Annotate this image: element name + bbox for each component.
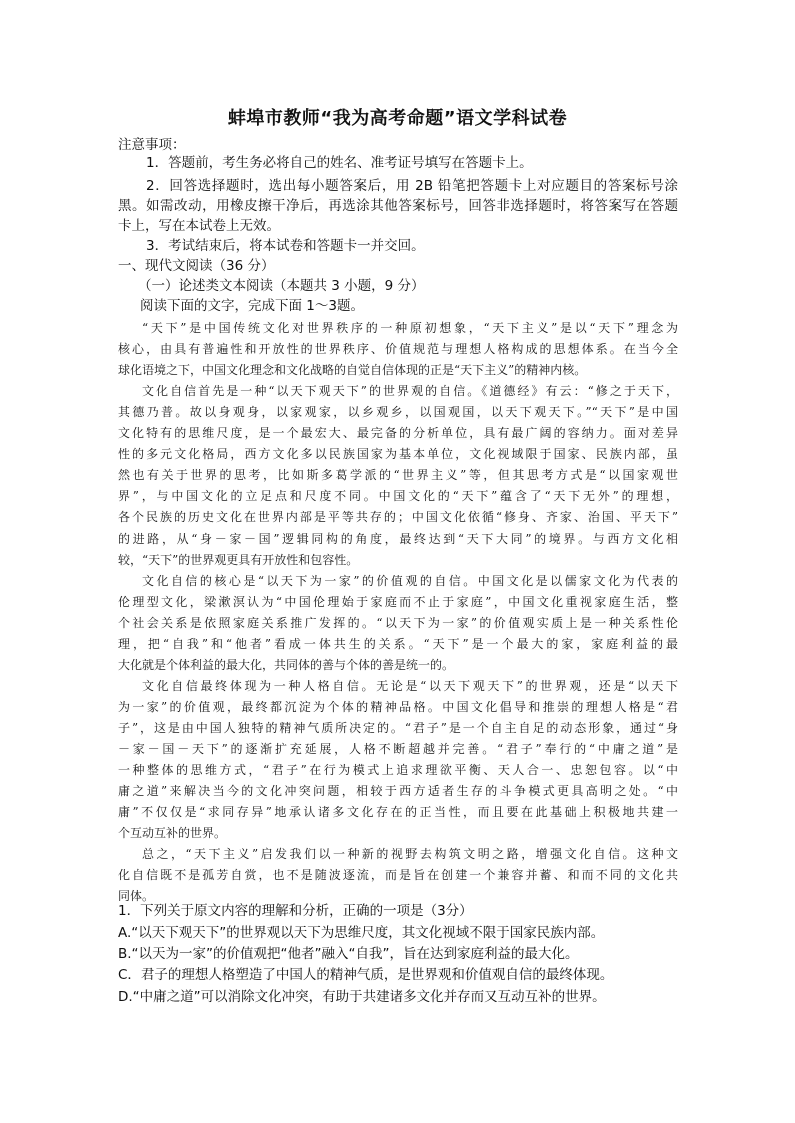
notice-item: 3．考试结束后，将本试卷和答题卡一并交回。 — [146, 238, 425, 254]
notice-item: 2．回答选择题时，选出每小题答案后，用 2B 铅笔把答题卡上对应题目的答案标号涂 — [146, 178, 678, 194]
passage-line: 性的多元文化格局，西方文化多以民族国家为基本单位，文化视域限于国家、民族内部，虽 — [118, 447, 678, 461]
passage-line: 子”，这是由中国人独特的精神气质所决定的。“君子”是一个自主自足的动态形象，通过“身 — [118, 721, 678, 735]
passage-line: 的进路，从“身－家－国”逻辑同构的角度，最终达到“天下大同”的境界。与西方文化相 — [118, 532, 678, 546]
passage-line: 理，把“自我”和“他者”看成一体共生的关系。“天下”是一个最大的家，家庭利益的最 — [118, 637, 678, 651]
passage-line: 然也有关于世界的思考，比如斯多葛学派的“世界主义”等，但其思考方式是“以国家观世 — [118, 468, 678, 482]
notice-item: 1．答题前，考生务必将自己的姓名、准考证号填写在答题卡上。 — [146, 155, 533, 171]
passage-line: 大化就是个体利益的最大化，共同体的善与个体的善是统一的。 — [118, 658, 455, 672]
passage-line: 较，“天下”的世界观更具有开放性和包容性。 — [118, 553, 359, 567]
passage-line: 伦理型文化，梁漱溟认为“中国伦理始于家庭而不止于家庭”，中国文化重视家庭生活，整 — [118, 595, 678, 609]
passage-line: 个社会关系是依照家庭关系推广发挥的。“以天下为一家”的价值观实质上是一种关系性伦 — [118, 616, 678, 630]
passage-line: “天下”是中国传统文化对世界秩序的一种原初想象，“天下主义”是以“天下”理念为 — [142, 321, 678, 335]
section-heading: 一、现代文阅读（36 分） — [118, 258, 275, 274]
passage-line: 个互动互补的世界。 — [118, 826, 227, 840]
passage-line: 文化自信首先是一种“以天下观天下”的世界观的自信。《道德经》有云：“修之于天下， — [142, 384, 678, 398]
passage-line: 一种整体的思维方式，“君子”在行为模式上追求理欲平衡、天人合一、忠恕包容。以“中 — [118, 763, 678, 777]
passage-line: 核心，由具有普遍性和开放性的世界秩序、价值规范与理想人格构成的思想体系。在当今全 — [118, 342, 678, 356]
passage-line: 界”，与中国文化的立足点和尺度不同。中国文化的“天下”蕴含了“天下无外”的理想， — [118, 489, 678, 503]
notice-item: 黑。如需改动，用橡皮擦干净后，再选涂其他答案标号，回答非选择题时，将答案写在答题 — [118, 198, 678, 214]
answer-option: C．君子的理想人格塑造了中国人的精神气质，是世界观和价值观自信的最终体现。 — [118, 967, 614, 983]
passage-line: －家－国－天下”的逐渐扩充延展，人格不断超越并完善。“君子”奉行的“中庸之道”是 — [118, 742, 678, 756]
passage-line: 其德乃普。故以身观身，以家观家，以乡观乡，以国观国，以天下观天下。”“天下”是中国 — [118, 405, 678, 419]
passage-line: 文化自信最终体现为一种人格自信。无论是“以天下观天下”的世界观，还是“以天下 — [142, 679, 678, 693]
answer-option: D.“中庸之道”可以消除文化冲突，有助于共建诸多文化并存而又互动互补的世界。 — [118, 989, 606, 1005]
exam-title: 蚌埠市教师“我为高考命题”语文学科试卷 — [227, 108, 568, 129]
passage-line: 庸”不仅仅是“求同存异”地承认诸多文化存在的正当性，而且要在此基础上积极地共建一 — [118, 805, 678, 819]
notice-item: 卡上，写在本试卷上无效。 — [118, 218, 280, 234]
passage-line: 同体。 — [118, 889, 155, 903]
passage-line: 化自信既不是孤芳自赏，也不是随波逐流，而是旨在创建一个兼容并蓄、和而不同的文化共 — [118, 868, 678, 882]
passage-line: 为一家”的价值观，最终都沉淀为个体的精神品格。中国文化倡导和推崇的理想人格是“君 — [118, 700, 678, 714]
passage-line: 文化自信的核心是“以天下为一家”的价值观的自信。中国文化是以儒家文化为代表的 — [142, 574, 678, 588]
notice-heading: 注意事项： — [118, 137, 186, 153]
question-stem: 1．下列关于原文内容的理解和分析，正确的一项是（3分） — [118, 903, 473, 919]
passage-line: 庸之道”来解决当今的文化冲突问题，相较于西方适者生存的斗争模式更具高明之处。“中 — [118, 784, 678, 798]
passage-line: 球化语境之下，中国文化理念和文化战略的自觉自信体现的正是“天下主义”的精神内核。 — [118, 363, 587, 377]
passage-line: 文化特有的思维尺度，是一个最宏大、最完备的分析单位，具有最广阔的容纳力。面对差异 — [118, 426, 678, 440]
answer-option: B.“以天为一家”的价值观把“他者”融入“自我”，旨在达到家庭利益的最大化。 — [118, 946, 579, 962]
passage-line: 各个民族的历史文化在世界内部是平等共存的；中国文化依循“修身、齐家、治国、平天下” — [118, 510, 678, 524]
answer-option: A.“以天下观天下”的世界观以天下为思维尺度，其文化视域不限于国家民族内部。 — [118, 925, 605, 941]
section-subheading: （一）论述类文本阅读（本题共 3 小题，9 分） — [138, 278, 425, 294]
passage-line: 总之，“天下主义”启发我们以一种新的视野去构筑文明之路，增强文化自信。这种文 — [142, 847, 678, 861]
reading-instruction: 阅读下面的文字，完成下面 1～3题。 — [140, 298, 364, 314]
